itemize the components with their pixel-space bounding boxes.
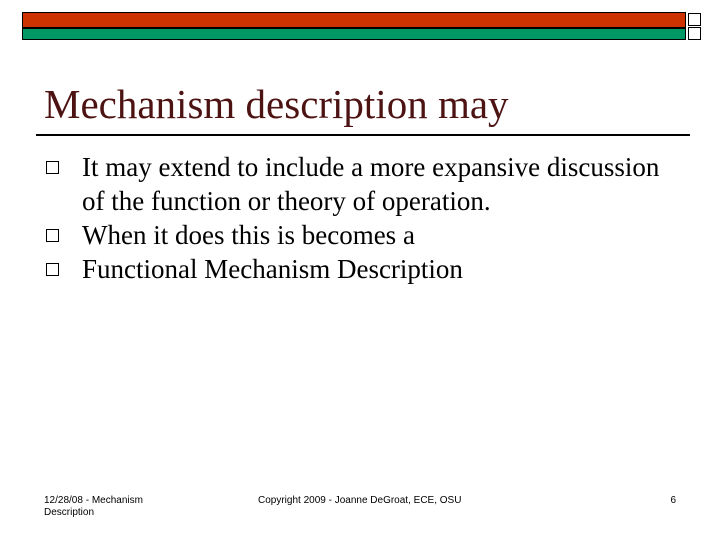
header-banner-green-bar [22,28,686,40]
bullet-item [42,150,682,218]
hollow-square-bullet-icon [46,229,59,242]
footer-copyright: Copyright 2009 - Joanne DeGroat, ECE, OSU [258,495,462,506]
hollow-square-bullet-icon [46,161,59,174]
title-underline-rule [36,134,690,136]
header-banner-square-bottom [688,27,701,40]
bullet-item [42,252,682,286]
slide-title: Mechanism description may [44,81,509,127]
header-banner-red-bar [22,12,686,28]
header-banner-square-top [688,13,701,26]
hollow-square-bullet-icon [46,263,59,276]
bullet-text: It may extend to include a more expansive discussion of the function or theory of operation. [82,152,660,216]
bullet-item [42,218,682,252]
bullet-list [42,150,682,286]
bullet-text: Functional Mechanism Description [82,254,463,284]
footer-page-number: 6 [670,495,676,506]
bullet-text: When it does this is becomes a [82,220,415,250]
footer-date-label: 12/28/08 - Mechanism Description [44,495,143,518]
